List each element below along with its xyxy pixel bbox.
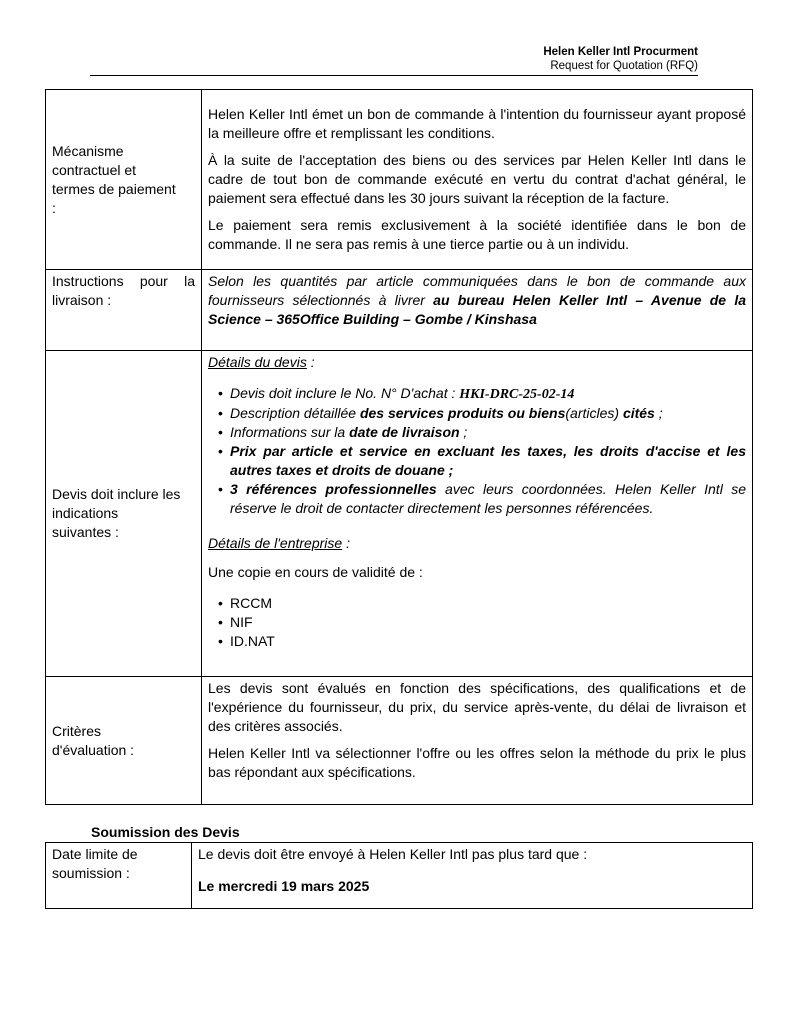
page-header (543, 45, 698, 73)
row-contract (46, 90, 753, 270)
list-item: • Description détaillée des services produits ou biens(articles) cités ; (230, 404, 746, 423)
row-evaluation (46, 677, 753, 805)
value-evaluation (202, 677, 753, 805)
row-quote (46, 351, 753, 677)
copy-text: Une copie en cours de validité de : (208, 564, 423, 580)
submission-title: Soumission des Devis (91, 824, 240, 840)
quote-requirements-list (208, 384, 746, 518)
value-deadline (192, 843, 753, 909)
header-rule (90, 75, 698, 76)
evaluation-p2: Helen Keller Intl va sélectionner l'offre ou les offres selon la méthode du prix le plus bas répondant aux spécifications. (208, 745, 746, 780)
list-item: • Devis doit inclure le No. N° D'achat : HKI-DRC-25-02-14 (230, 384, 746, 404)
contract-p2: À la suite de l'acceptation des biens ou des services par Helen Keller Intl dans le cadre de tout bon de commande exécuté en vertu du contrat d'achat général, le paiement sera effectué dans les 30 jours suivant la réception de la facture. (208, 152, 746, 206)
company-docs-list (208, 594, 746, 651)
label-quote: Devis doit inclure les indications suivantes : (46, 351, 202, 677)
label-delivery: Instructions pour la livraison : (46, 270, 202, 351)
submission-table (45, 842, 753, 909)
list-item: • RCCM (230, 594, 746, 613)
details-title: Détails du devis (208, 354, 307, 370)
list-item: • Prix par article et service en excluant les taxes, les droits d'accise et les autres taxes et droits de douane ; (230, 442, 746, 480)
company-title: Détails de l'entreprise (208, 535, 343, 551)
list-item: • Informations sur la date de livraison ; (230, 423, 746, 442)
list-item: • 3 références professionnelles avec leurs coordonnées. Helen Keller Intl se réserve le droit de contacter directement les personnes référencées. (230, 480, 746, 518)
list-item: • NIF (230, 613, 746, 632)
deadline-text: Le devis doit être envoyé à Helen Keller Intl pas plus tard que : (198, 846, 588, 862)
value-contract (202, 90, 753, 270)
contract-p1: Helen Keller Intl émet un bon de commande à l'intention du fournisseur ayant proposé la meilleure offre et remplissant les conditions. (208, 106, 746, 141)
deadline-date: Le mercredi 19 mars 2025 (198, 878, 370, 894)
evaluation-p1: Les devis sont évalués en fonction des spécifications, des qualifications et de l'expérience du fournisseur, du prix, du service après-vente, du délai de livraison et des critères associés. (208, 680, 746, 734)
header-doc-type: Request for Quotation (RFQ) (550, 60, 698, 72)
label-contract: Mécanisme contractuel et termes de paiement : (46, 90, 202, 270)
row-deadline (46, 843, 753, 909)
row-delivery (46, 270, 753, 351)
header-org: Helen Keller Intl Procurment (543, 46, 698, 58)
contract-p3: Le paiement sera remis exclusivement à la société identifiée dans le bon de commande. Il ne sera pas remis à une tierce partie ou à un individu. (208, 217, 746, 252)
value-delivery: Selon les quantités par article communiquées dans le bon de commande aux fournisseurs sélectionnés à livrer au bureau Helen Keller Intl – Avenue de la Science – 365Office Building – Gombe / Kinshasa (202, 270, 753, 351)
label-deadline: Date limite de soumission : (46, 843, 192, 909)
value-quote: Détails du devis : • Devis doit inclure le No. N° D'achat : HKI-DRC-25-02-14 • Description détaillée des services produits ou biens(articles) cités ; • Informations sur la date de livraison ; • Prix par article et service en excluant les taxes, les droits d'accise et les autres taxes et droits de douane ; • 3 références professionnelles avec leurs coordonnées. Helen Keller Intl se réserve le droit de contacter directement les personnes référencées. Détails de l'entreprise : Une copie en cours de validité de : • RCCM • NIF • ID.NAT (202, 351, 753, 677)
list-item: • ID.NAT (230, 632, 746, 651)
rfq-terms-table (45, 89, 753, 805)
label-evaluation: Critères d'évaluation : (46, 677, 202, 805)
